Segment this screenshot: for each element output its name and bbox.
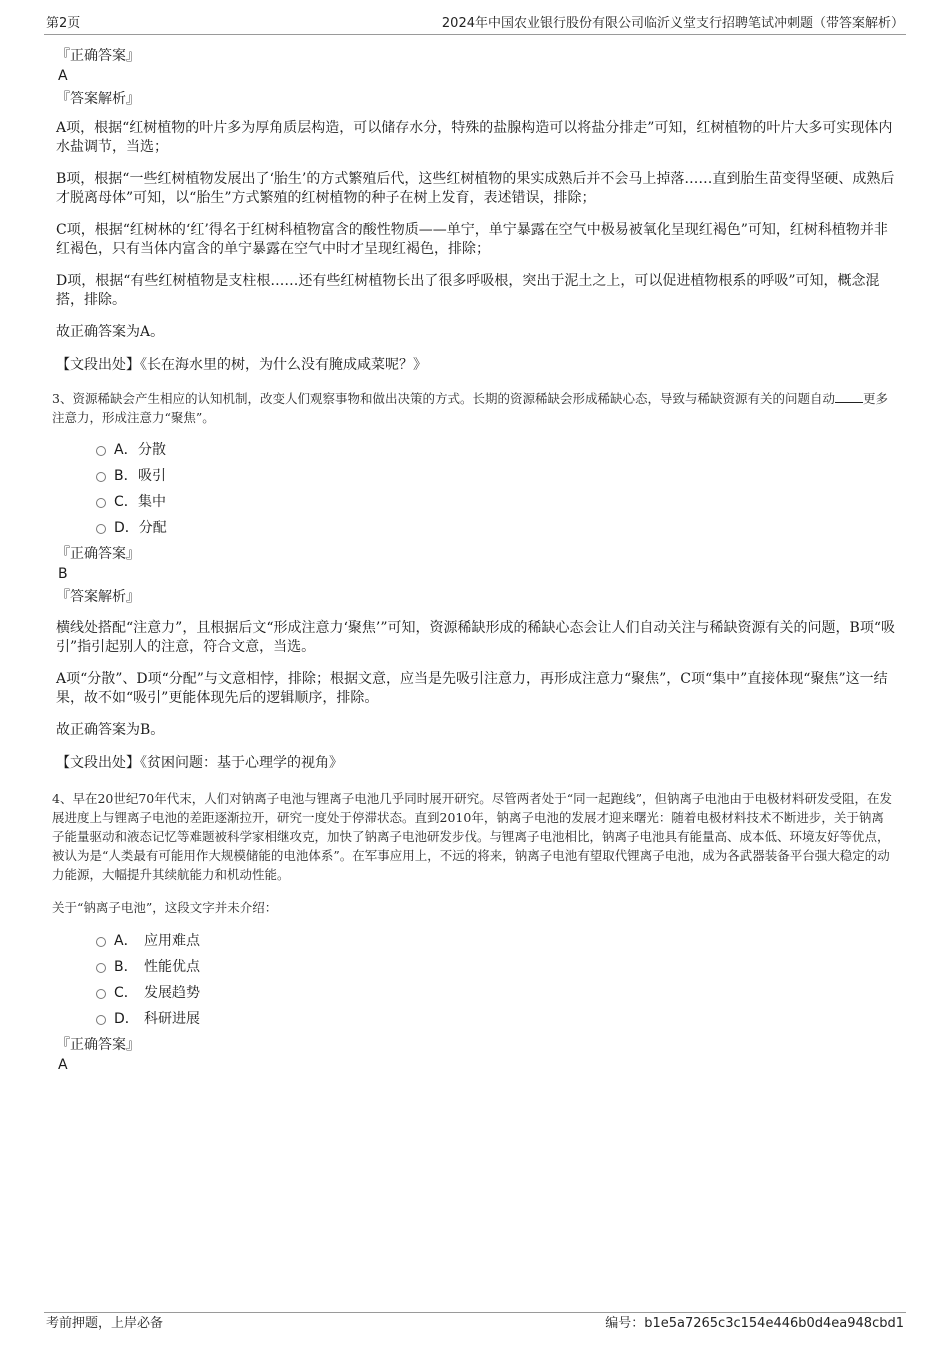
question-stem: 3、资源稀缺会产生相应的认知机制，改变人们观察事物和做出决策的方式。长期的资源稀缺会形成稀缺心态，导致与稀缺资源有关的问题自动 更多注意力，形成注意力“聚焦”。 [52,391,888,425]
source-citation: 【文段出处】《长在海水里的树，为什么没有腌成咸菜呢？》 [56,357,427,373]
analysis-paragraph: B项，根据“一些红树植物发展出了‘胎生’的方式繁殖后代，这些红树植物的果实成熟后并不会马上掉落……直到胎生苗变得坚硬、成熟后才脱离母体”可知，以“胎生”方式繁殖的红树植物的种子在树上发育，表述错误，排除； [56,171,895,206]
radio-icon[interactable] [96,1015,106,1025]
correct-answer-value: B [58,566,68,582]
source-citation: 【文段出处】《贫困问题：基于心理学的视角》 [56,755,343,771]
radio-icon[interactable] [96,472,106,482]
analysis-paragraph: 横线处搭配“注意力”，且根据后文“形成注意力‘聚焦’”可知，资源稀缺形成的稀缺心态会让人们自动关注与稀缺资源有关的问题，B项“吸引”指引起别人的注意，符合文意，当选。 [56,620,895,655]
option-b[interactable]: B．吸引 [56,466,896,492]
correct-answer-value: A [58,68,68,84]
radio-icon[interactable] [96,524,106,534]
analysis-label: 『答案解析』 [56,91,140,107]
footer-slogan: 考前押题，上岸必备 [46,1316,164,1331]
analysis-paragraph: C项，根据“红树林的‘红’得名于红树科植物富含的酸性物质——单宁，单宁暴露在空气中极易被氧化呈现红褐色”可知，红树科植物并非红褐色，只有当体内富含的单宁暴露在空气中时才呈现红褐色，排除； [56,222,888,257]
q2-block [56,46,896,375]
option-a[interactable]: A． 应用难点 [56,931,896,957]
analysis-paragraph: D项，根据“有些红树植物是支柱根……还有些红树植物长出了很多呼吸根，突出于泥土之上，可以促进植物根系的呼吸”可知，概念混搭，排除。 [56,273,880,308]
correct-answer-label: 『正确答案』 [56,546,140,562]
option-c[interactable]: C．集中 [56,492,896,518]
document-code: 编号：b1e5a7265c3c154e446b0d4ea948cbd1 [605,1316,904,1331]
page-number: 第2页 [46,16,81,31]
correct-answer-value: A [58,1057,68,1073]
q4-block [52,789,896,1075]
option-c[interactable]: C． 发展趋势 [56,983,896,1009]
correct-answer-label: 『正确答案』 [56,48,140,64]
option-a[interactable]: A．分散 [56,440,896,466]
page-header [44,14,906,35]
radio-icon[interactable] [96,498,106,508]
correct-answer-label: 『正确答案』 [56,1037,140,1053]
option-b[interactable]: B． 性能优点 [56,957,896,983]
document-title: 2024年中国农业银行股份有限公司临沂义堂支行招聘笔试冲刺题（带答案解析） [441,16,904,31]
question-stem: 4、早在20世纪70年代末，人们对钠离子电池与锂离子电池几乎同时展开研究。尽管两者处于“同一起跑线”，但钠离子电池由于电极材料研发受阻，在发展进度上与锂离子电池的差距逐渐拉开，研究一度处于停滞状态。直到2010年，钠离子电池的发展才迎来曙光：随着电极材料技术不断进步，关于钠离子能量驱动和液态记忆等难题被科学家相继攻克，加快了钠离子电池研发步伐。与锂离子电池相比，钠离子电池具有能量高、成本低、环境友好等优点，被认为是“人类最有可能用作大规模储能的电池体系”。在军事应用上，不远的将来，钠离子电池有望取代锂离子电池，成为各武器装备平台强大稳定的动力能源，大幅提升其续航能力和机动性能。 [52,791,893,882]
analysis-paragraph: A项“分散”、D项“分配”与文意相悖，排除；根据文意，应当是先吸引注意力，再形成注意力“聚焦”，C项“集中”直接体现“聚焦”这一结果，故不如“吸引”更能体现先后的逻辑顺序，排除。 [56,671,888,706]
radio-icon[interactable] [96,937,106,947]
option-d[interactable]: D．分配 [56,518,896,544]
analysis-conclusion: 故正确答案为A。 [56,324,165,340]
question-prompt: 关于“钠离子电池”，这段文字并未介绍： [52,900,278,915]
page-footer [44,1312,906,1331]
analysis-conclusion: 故正确答案为B。 [56,722,165,738]
radio-icon[interactable] [96,989,106,999]
option-d[interactable]: D． 科研进展 [56,1009,896,1035]
radio-icon[interactable] [96,963,106,973]
answer-blank [835,390,863,403]
option-list [56,931,896,1035]
analysis-label: 『答案解析』 [56,589,140,605]
radio-icon[interactable] [96,446,106,456]
analysis-paragraph: A项，根据“红树植物的叶片多为厚角质层构造，可以储存水分，特殊的盐腺构造可以将盐分排走”可知，红树植物的叶片大多可实现体内水盐调节，当选； [56,120,893,155]
option-list [56,440,896,544]
document-body [52,46,896,1075]
q3-block [52,389,896,773]
